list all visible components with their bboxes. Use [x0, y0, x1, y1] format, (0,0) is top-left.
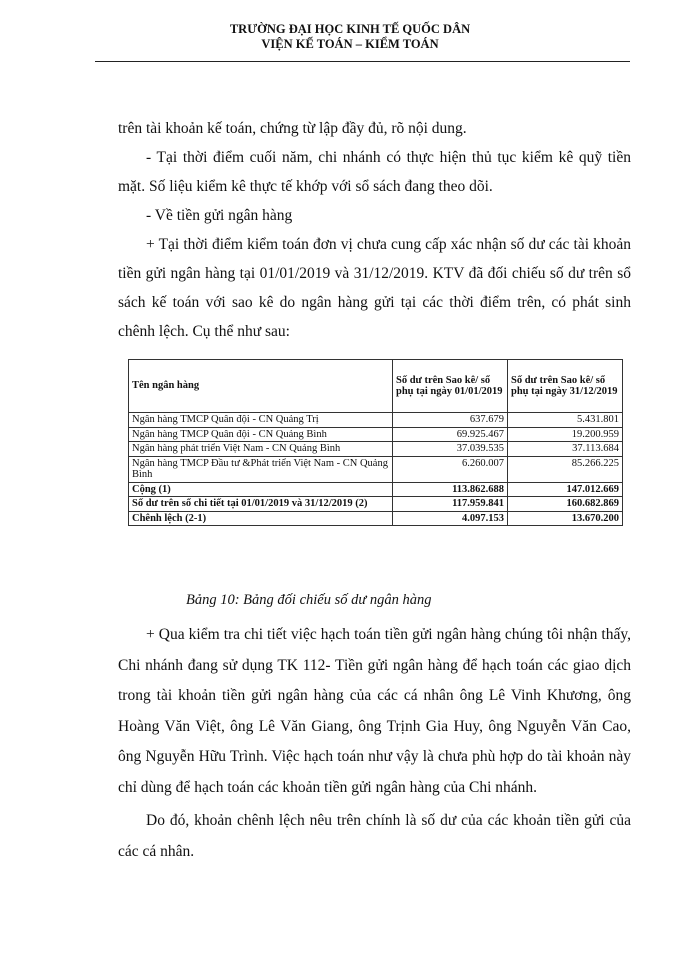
table-row: [129, 456, 623, 482]
cell-label: Số dư trên sổ chi tiết tại 01/01/2019 và 31/12/2019 (2): [129, 497, 393, 512]
cell-value: 117.959.841: [393, 497, 508, 512]
table-row-total: [129, 482, 623, 497]
page-header: [0, 22, 700, 52]
table-row: [129, 413, 623, 428]
cell-value: 4.097.153: [393, 511, 508, 526]
paragraph-cash-count: - Tại thời điểm cuối năm, chi nhánh có thực hiện thủ tục kiểm kê quỹ tiền mặt. Số liệu kiểm kê thực tế khớp với sổ sách đang theo dõi.: [118, 149, 631, 195]
cell-bank: Ngân hàng TMCP Đầu tư &Phát triển Việt Nam - CN Quảng Bình: [129, 456, 393, 482]
cell-value: 13.670.200: [508, 511, 623, 526]
paragraph-bank-confirmation: + Tại thời điểm kiểm toán đơn vị chưa cung cấp xác nhận số dư các tài khoản tiền gửi ngân hàng tại 01/01/2019 và 31/12/2019. KTV đã đối chiếu số dư trên sổ sách kế toán với sao kê do ngân hàng gửi tại các thời điểm trên, có phát sinh chênh lệch. Cụ thể như sau:: [118, 236, 631, 340]
paragraph-bank-deposits-heading: - Về tiền gửi ngân hàng: [146, 207, 293, 224]
cell-value: 85.266.225: [508, 456, 623, 482]
bank-balance-table: [128, 359, 623, 526]
intro-text: [118, 114, 631, 346]
cell-bank: Ngân hàng TMCP Quân đội - CN Quảng Trị: [129, 413, 393, 428]
table-row: [129, 427, 623, 442]
cell-bank: Ngân hàng TMCP Quân đội - CN Quảng Bình: [129, 427, 393, 442]
table-row-ledger: [129, 497, 623, 512]
table-header-row: [129, 360, 623, 413]
header-bank-name: Tên ngân hàng: [129, 360, 393, 413]
cell-label: Cộng (1): [129, 482, 393, 497]
cell-value: 637.679: [393, 413, 508, 428]
paragraph-account-misuse: + Qua kiểm tra chi tiết việc hạch toán tiền gửi ngân hàng chúng tôi nhận thấy, Chi nhánh đang sử dụng TK 112- Tiền gửi ngân hàng để hạch toán các giao dịch trong tài khoản tiền gửi ngân hàng của các cá nhân ông Lê Vinh Khương, ông Hoàng Văn Việt, ông Lê Văn Giang, ông Trịnh Gia Huy, ông Nguyễn Văn Cao, ông Nguyễn Hữu Trình. Việc hạch toán như vậy là chưa phù hợp do tài khoản này chỉ dùng để hạch toán các khoản tiền gửi ngân hàng của Chi nhánh.: [118, 626, 631, 796]
header-institute: VIỆN KẾ TOÁN – KIỂM TOÁN: [261, 37, 439, 51]
table-row: [129, 442, 623, 457]
cell-value: 37.039.535: [393, 442, 508, 457]
cell-label: Chênh lệch (2-1): [129, 511, 393, 526]
body-text: [118, 620, 631, 867]
table-row-difference: [129, 511, 623, 526]
cell-value: 160.682.869: [508, 497, 623, 512]
table-caption: Bảng 10: Bảng đối chiếu số dư ngân hàng: [186, 592, 432, 608]
cell-value: 69.925.467: [393, 427, 508, 442]
cell-value: 5.431.801: [508, 413, 623, 428]
cell-value: 147.012.669: [508, 482, 623, 497]
header-divider: [95, 61, 630, 62]
header-university: TRƯỜNG ĐẠI HỌC KINH TẾ QUỐC DÂN: [229, 22, 471, 36]
paragraph-continuation: trên tài khoản kế toán, chứng từ lập đầy đủ, rõ nội dung.: [118, 120, 467, 137]
header-balance-3112: Số dư trên Sao kê/ sổ phụ tại ngày 31/12/2019: [508, 360, 623, 413]
cell-value: 113.862.688: [393, 482, 508, 497]
cell-bank: Ngân hàng phát triển Việt Nam - CN Quảng Bình: [129, 442, 393, 457]
header-balance-0101: Số dư trên Sao kê/ sổ phụ tại ngày 01/01/2019: [393, 360, 508, 413]
cell-value: 37.113.684: [508, 442, 623, 457]
cell-value: 6.260.007: [393, 456, 508, 482]
cell-value: 19.200.959: [508, 427, 623, 442]
paragraph-conclusion: Do đó, khoản chênh lệch nêu trên chính là số dư của các khoản tiền gửi của các cá nhân.: [118, 812, 631, 860]
